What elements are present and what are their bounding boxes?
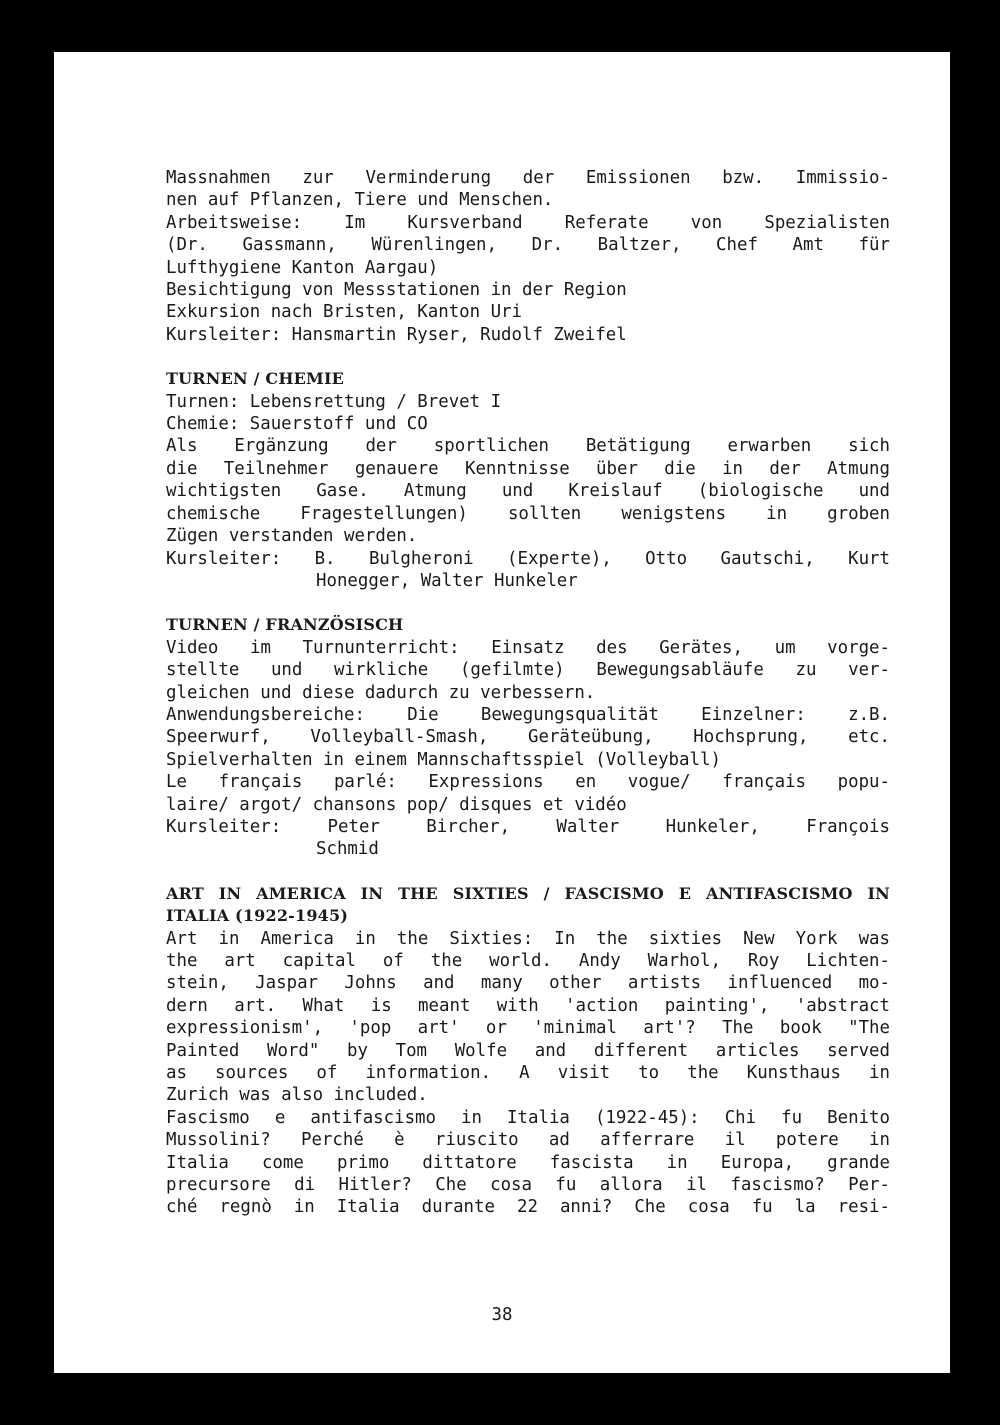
section-heading: ART IN AMERICA IN THE SIXTIES / FASCISMO E ANTIFASCISMO IN	[166, 883, 890, 903]
text-line: the art capital of the world. Andy Warhol, Roy Lichten-	[166, 951, 890, 971]
text-line: ché regnò in Italia durante 22 anni? Che cosa fu la resi-	[166, 1197, 890, 1218]
document-page	[54, 52, 950, 1373]
text-line: Lufthygiene Kanton Aargau)	[166, 257, 439, 278]
text-line: (Dr. Gassmann, Würenlingen, Dr. Baltzer, Chef Amt für	[166, 235, 890, 256]
text-line: die Teilnehmer genauere Kenntnisse über die in der Atmung	[166, 458, 890, 479]
text-line: wichtigsten Gase. Atmung und Kreislauf (biologische und	[166, 481, 890, 502]
page-number: 38	[491, 1305, 513, 1325]
text-line: stein, Jaspar Johns and many other artists influenced mo-	[166, 973, 890, 994]
text-line: Italia come primo dittatore fascista in Europa, grande	[166, 1152, 890, 1173]
text-line: Le français parlé: Expressions en vogue/ français popu-	[166, 772, 890, 793]
text-line: Als Ergänzung der sportlichen Betätigung erwarben sich	[166, 436, 890, 457]
text-line: Video im Turnunterricht: Einsatz des Gerätes, um vorge-	[166, 637, 890, 658]
text-line: Speerwurf, Volleyball-Smash, Geräteübung, Hochsprung, etc.	[166, 727, 890, 748]
text-line: chemische Fragestellungen) sollten wenigstens in groben	[166, 503, 890, 524]
section-turnen-franzoesisch	[166, 614, 890, 860]
section-turnen-chemie	[166, 368, 890, 592]
text-line: as sources of information. A visit to the Kunsthaus in	[166, 1063, 890, 1084]
text-line: gleichen und diese dadurch zu verbessern.	[166, 682, 596, 703]
text-line: Art in America in the Sixties: In the sixties New York was	[166, 928, 890, 949]
section-heading: TURNEN / FRANZÖSISCH	[166, 615, 404, 635]
text-line: Kursleiter: B. Bulgheroni (Experte), Otto Gautschi, Kurt	[166, 548, 890, 569]
text-line: Turnen: Lebensrettung / Brevet I	[166, 391, 502, 412]
text-line: Massnahmen zur Verminderung der Emissionen bzw. Immissio-	[166, 168, 890, 188]
text-line: Chemie: Sauerstoff und CO	[166, 414, 428, 435]
text-line: expressionism', 'pop art' or 'minimal art'? The book "The	[166, 1018, 890, 1039]
text-line: nen auf Pflanzen, Tiere und Menschen.	[166, 190, 554, 211]
text-line: Exkursion nach Bristen, Kanton Uri	[166, 302, 522, 323]
section-heading: ITALIA (1922-1945)	[166, 906, 349, 926]
section-art-fascismo	[166, 883, 890, 1219]
text-line: Arbeitsweise: Im Kursverband Referate von Spezialisten	[166, 212, 890, 233]
text-line: dern art. What is meant with 'action painting', 'abstract	[166, 995, 890, 1016]
text-line: Zurich was also included.	[166, 1085, 428, 1106]
text-line: Besichtigung von Messstationen in der Region	[166, 280, 627, 301]
text-line: Anwendungsbereiche: Die Bewegungsqualität Einzelner: z.B.	[166, 704, 890, 725]
text-line: Fascismo e antifascismo in Italia (1922-45): Chi fu Benito	[166, 1107, 890, 1128]
section-heading: TURNEN / CHEMIE	[166, 369, 345, 389]
text-line: Kursleiter: Peter Bircher, Walter Hunkeler, François	[166, 816, 890, 837]
text-line: Spielverhalten in einem Mannschaftsspiel (Volleyball)	[166, 749, 721, 770]
text-line: Schmid	[316, 839, 379, 860]
text-line: Painted Word" by Tom Wolfe and different articles served	[166, 1040, 890, 1061]
text-line: precursore di Hitler? Che cosa fu allora il fascismo? Per-	[166, 1175, 890, 1196]
text-line: Kursleiter: Hansmartin Ryser, Rudolf Zweifel	[166, 324, 627, 345]
page-content	[166, 167, 890, 1219]
intro-paragraph	[166, 167, 890, 346]
text-line: Zügen verstanden werden.	[166, 526, 418, 547]
text-line: laire/ argot/ chansons pop/ disques et vidéo	[166, 794, 627, 815]
text-line: Honegger, Walter Hunkeler	[316, 570, 578, 591]
text-line: Mussolini? Perché è riuscito ad afferrare il potere in	[166, 1130, 890, 1151]
text-line: stellte und wirkliche (gefilmte) Bewegungsabläufe zu ver-	[166, 660, 890, 681]
